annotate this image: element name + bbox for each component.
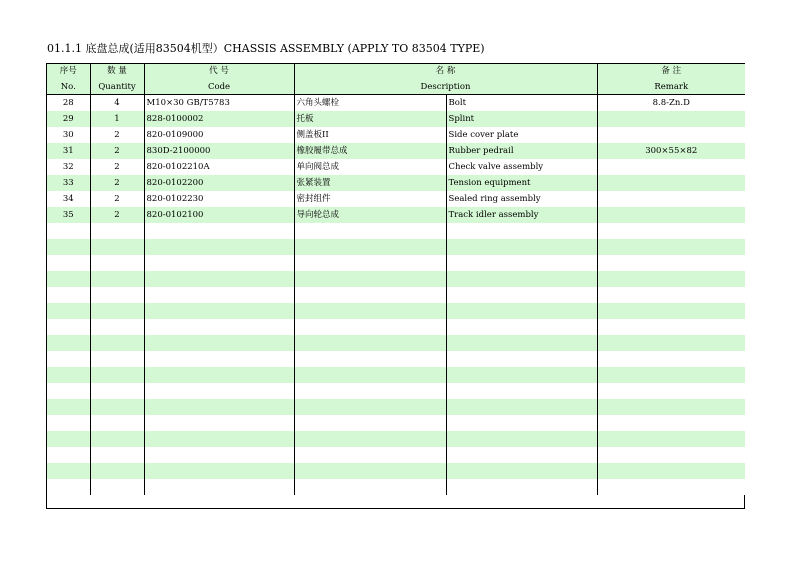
empty-cell — [47, 223, 90, 239]
table-row — [47, 111, 745, 127]
empty-cell — [47, 447, 90, 463]
empty-table-row — [47, 255, 745, 271]
empty-cell — [90, 383, 144, 399]
empty-cell — [144, 239, 294, 255]
empty-cell — [294, 255, 446, 271]
empty-table-row — [47, 335, 745, 351]
empty-cell — [597, 271, 745, 287]
empty-cell — [597, 255, 745, 271]
empty-cell — [90, 223, 144, 239]
empty-table-row — [47, 447, 745, 463]
empty-cell — [144, 351, 294, 367]
empty-cell — [597, 287, 745, 303]
empty-cell — [597, 479, 745, 495]
cell-name-cn: 托板 — [294, 111, 446, 127]
header-qty-cn: 数 量 — [90, 64, 144, 79]
cell-remark — [597, 207, 745, 223]
table-row — [47, 207, 745, 223]
empty-cell — [597, 335, 745, 351]
empty-cell — [597, 319, 745, 335]
empty-cell — [47, 287, 90, 303]
empty-cell — [446, 223, 597, 239]
empty-cell — [294, 351, 446, 367]
header-remark-cn: 备 注 — [597, 64, 745, 79]
empty-table-row — [47, 415, 745, 431]
empty-cell — [144, 223, 294, 239]
empty-cell — [47, 255, 90, 271]
cell-quantity: 2 — [90, 191, 144, 207]
cell-name-en: Splint — [446, 111, 597, 127]
empty-cell — [446, 383, 597, 399]
empty-cell — [294, 319, 446, 335]
cell-no: 30 — [47, 127, 90, 143]
empty-table-row — [47, 479, 745, 495]
empty-table-row — [47, 367, 745, 383]
cell-quantity: 2 — [90, 127, 144, 143]
empty-table-row — [47, 271, 745, 287]
empty-cell — [90, 367, 144, 383]
empty-cell — [47, 415, 90, 431]
cell-name-en: Tension equipment — [446, 175, 597, 191]
empty-cell — [144, 287, 294, 303]
empty-cell — [294, 479, 446, 495]
empty-table-row — [47, 239, 745, 255]
empty-cell — [294, 415, 446, 431]
empty-cell — [90, 255, 144, 271]
cell-remark: 8.8-Zn.D — [597, 95, 745, 112]
empty-cell — [294, 431, 446, 447]
empty-cell — [47, 335, 90, 351]
empty-table-row — [47, 319, 745, 335]
empty-cell — [47, 399, 90, 415]
cell-name-cn: 橡胶履带总成 — [294, 143, 446, 159]
empty-table-row — [47, 431, 745, 447]
empty-cell — [47, 351, 90, 367]
cell-name-en: Check valve assembly — [446, 159, 597, 175]
cell-name-en: Rubber pedrail — [446, 143, 597, 159]
table-row — [47, 127, 745, 143]
cell-no: 31 — [47, 143, 90, 159]
empty-cell — [446, 271, 597, 287]
empty-cell — [47, 239, 90, 255]
empty-cell — [597, 399, 745, 415]
empty-cell — [144, 415, 294, 431]
empty-cell — [294, 367, 446, 383]
cell-code: 820-0102210A — [144, 159, 294, 175]
cell-remark: 300×55×82 — [597, 143, 745, 159]
cell-name-en: Track idler assembly — [446, 207, 597, 223]
cell-name-cn: 单向阀总成 — [294, 159, 446, 175]
cell-no: 32 — [47, 159, 90, 175]
header-desc-en: Description — [294, 79, 597, 95]
cell-name-en: Bolt — [446, 95, 597, 112]
header-row-cn — [47, 64, 745, 79]
empty-table-row — [47, 287, 745, 303]
empty-cell — [90, 399, 144, 415]
empty-cell — [597, 463, 745, 479]
cell-quantity: 4 — [90, 95, 144, 112]
table-row — [47, 191, 745, 207]
empty-cell — [144, 303, 294, 319]
empty-table-row — [47, 383, 745, 399]
empty-cell — [47, 431, 90, 447]
empty-cell — [144, 335, 294, 351]
cell-remark — [597, 127, 745, 143]
empty-cell — [446, 239, 597, 255]
cell-code: 820-0109000 — [144, 127, 294, 143]
empty-cell — [90, 287, 144, 303]
cell-name-cn: 密封组件 — [294, 191, 446, 207]
empty-cell — [294, 271, 446, 287]
empty-cell — [90, 271, 144, 287]
cell-quantity: 2 — [90, 159, 144, 175]
empty-table-row — [47, 399, 745, 415]
cell-code: 820-0102100 — [144, 207, 294, 223]
empty-cell — [47, 383, 90, 399]
empty-cell — [90, 431, 144, 447]
empty-table-row — [47, 351, 745, 367]
cell-quantity: 2 — [90, 207, 144, 223]
cell-remark — [597, 191, 745, 207]
empty-cell — [90, 447, 144, 463]
header-row-en — [47, 79, 745, 95]
empty-cell — [294, 223, 446, 239]
cell-remark — [597, 111, 745, 127]
header-no-en: No. — [47, 79, 90, 95]
empty-cell — [47, 271, 90, 287]
cell-remark — [597, 175, 745, 191]
empty-cell — [90, 335, 144, 351]
empty-cell — [597, 383, 745, 399]
empty-cell — [144, 479, 294, 495]
cell-code: 828-0100002 — [144, 111, 294, 127]
parts-table-frame — [46, 63, 745, 509]
empty-cell — [294, 287, 446, 303]
empty-table-row — [47, 303, 745, 319]
empty-cell — [294, 383, 446, 399]
empty-cell — [446, 399, 597, 415]
empty-cell — [294, 447, 446, 463]
header-code-cn: 代 号 — [144, 64, 294, 79]
cell-code: 830D-2100000 — [144, 143, 294, 159]
empty-cell — [90, 319, 144, 335]
page-title: 01.1.1 底盘总成(适用83504机型）CHASSIS ASSEMBLY (APPLY TO 83504 TYPE) — [47, 42, 485, 55]
empty-cell — [446, 255, 597, 271]
empty-cell — [144, 399, 294, 415]
empty-cell — [90, 303, 144, 319]
empty-cell — [144, 463, 294, 479]
empty-cell — [294, 399, 446, 415]
empty-cell — [90, 479, 144, 495]
empty-cell — [446, 479, 597, 495]
table-row — [47, 95, 745, 112]
empty-table-row — [47, 463, 745, 479]
empty-cell — [446, 431, 597, 447]
empty-cell — [597, 415, 745, 431]
empty-cell — [47, 367, 90, 383]
empty-cell — [446, 463, 597, 479]
cell-no: 33 — [47, 175, 90, 191]
empty-cell — [597, 431, 745, 447]
empty-cell — [597, 239, 745, 255]
cell-remark — [597, 159, 745, 175]
empty-cell — [294, 303, 446, 319]
empty-cell — [446, 335, 597, 351]
table-row — [47, 159, 745, 175]
empty-cell — [47, 303, 90, 319]
empty-cell — [144, 255, 294, 271]
header-remark-en: Remark — [597, 79, 745, 95]
empty-cell — [446, 415, 597, 431]
parts-table — [47, 64, 745, 495]
cell-name-cn: 张紧装置 — [294, 175, 446, 191]
cell-no: 28 — [47, 95, 90, 112]
empty-cell — [144, 367, 294, 383]
empty-cell — [446, 447, 597, 463]
cell-no: 35 — [47, 207, 90, 223]
cell-no: 34 — [47, 191, 90, 207]
empty-cell — [47, 479, 90, 495]
header-code-en: Code — [144, 79, 294, 95]
empty-cell — [294, 335, 446, 351]
empty-cell — [446, 303, 597, 319]
empty-cell — [144, 431, 294, 447]
header-desc-cn: 名 称 — [294, 64, 597, 79]
empty-cell — [90, 351, 144, 367]
empty-cell — [446, 367, 597, 383]
cell-name-cn: 六角头螺栓 — [294, 95, 446, 112]
cell-no: 29 — [47, 111, 90, 127]
empty-cell — [144, 447, 294, 463]
cell-name-en: Sealed ring assembly — [446, 191, 597, 207]
empty-cell — [597, 223, 745, 239]
empty-cell — [597, 447, 745, 463]
cell-quantity: 1 — [90, 111, 144, 127]
empty-cell — [144, 271, 294, 287]
table-row — [47, 175, 745, 191]
empty-cell — [294, 239, 446, 255]
cell-name-cn: 侧盖板II — [294, 127, 446, 143]
cell-quantity: 2 — [90, 143, 144, 159]
empty-cell — [446, 351, 597, 367]
empty-cell — [47, 463, 90, 479]
empty-cell — [144, 383, 294, 399]
cell-code: 820-0102200 — [144, 175, 294, 191]
empty-cell — [597, 303, 745, 319]
empty-table-row — [47, 223, 745, 239]
empty-cell — [446, 319, 597, 335]
header-qty-en: Quantity — [90, 79, 144, 95]
empty-cell — [597, 367, 745, 383]
empty-cell — [90, 463, 144, 479]
cell-code: M10×30 GB/T5783 — [144, 95, 294, 112]
empty-cell — [446, 287, 597, 303]
header-no-cn: 序号 — [47, 64, 90, 79]
empty-cell — [597, 351, 745, 367]
empty-cell — [294, 463, 446, 479]
empty-cell — [47, 319, 90, 335]
empty-cell — [90, 239, 144, 255]
cell-name-en: Side cover plate — [446, 127, 597, 143]
empty-cell — [90, 415, 144, 431]
table-row — [47, 143, 745, 159]
cell-quantity: 2 — [90, 175, 144, 191]
empty-cell — [144, 319, 294, 335]
parts-table-body — [47, 95, 745, 496]
cell-name-cn: 导向轮总成 — [294, 207, 446, 223]
cell-code: 820-0102230 — [144, 191, 294, 207]
